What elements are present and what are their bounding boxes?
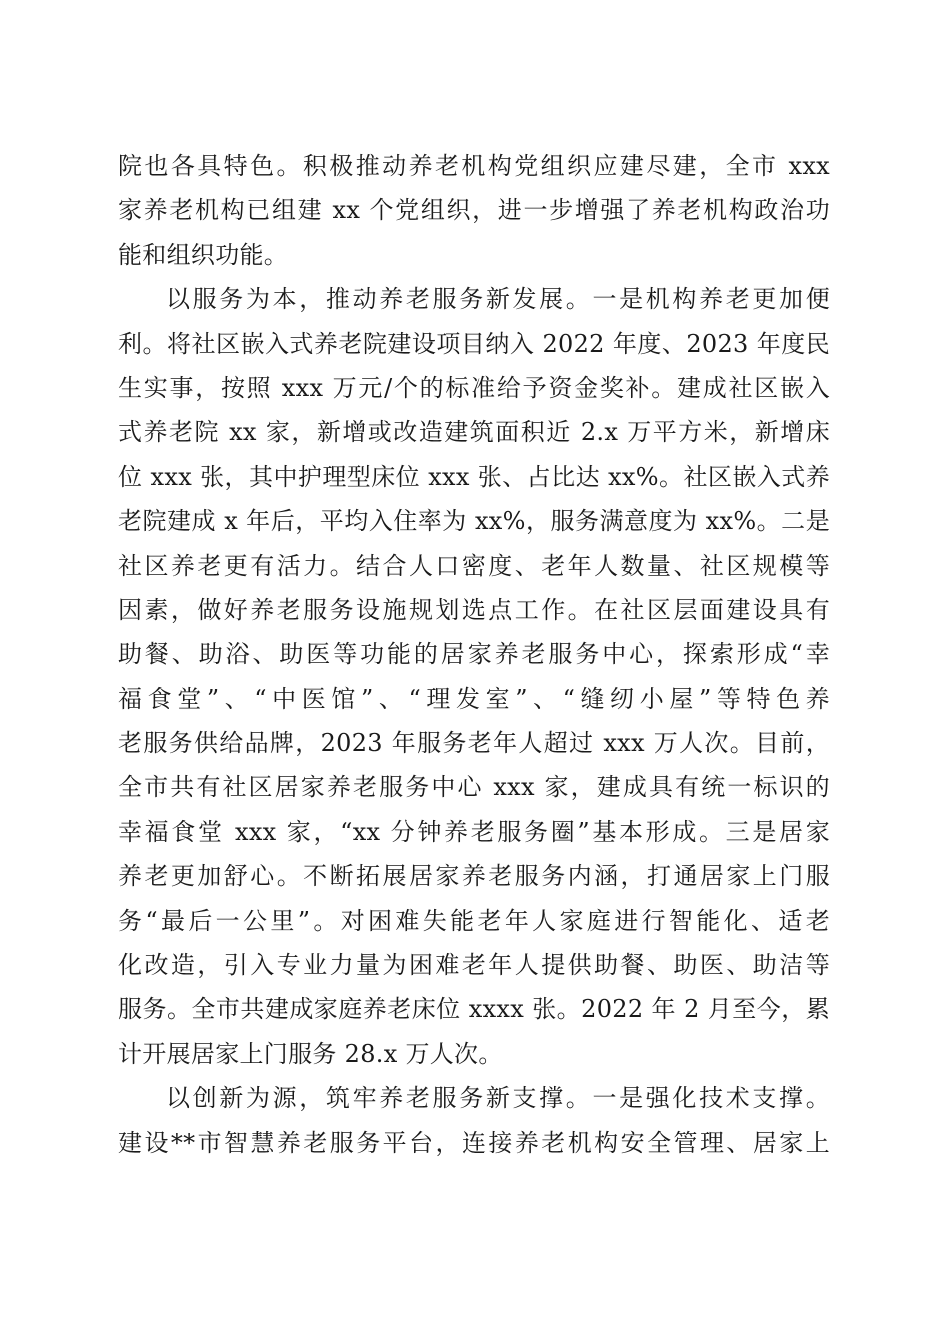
text-line: 全市共有社区居家养老服务中心 xxx 家，建成具有统一标识的 (118, 773, 830, 802)
text-line: 幸福食堂 xxx 家，“xx 分钟养老服务圈”基本形成。三是居家 (118, 817, 830, 846)
text-line: 助餐、助浴、助医等功能的居家养老服务中心，探索形成“幸 (118, 640, 830, 669)
text-line: 家养老机构已组建 xx 个党组织，进一步增强了养老机构政治功 (118, 196, 830, 225)
text-line: 建设**市智慧养老服务平台，连接养老机构安全管理、居家上 (118, 1128, 830, 1157)
text-line: 式养老院 xx 家，新增或改造建筑面积近 2.x 万平方米，新增床 (118, 418, 830, 447)
text-line: 社区养老更有活力。结合人口密度、老年人数量、社区规模等 (118, 551, 830, 580)
text-line: 生实事，按照 xxx 万元/个的标准给予资金奖补。建成社区嵌入 (118, 373, 830, 402)
text-line: 养老更加舒心。不断拓展居家养老服务内涵，打通居家上门服 (118, 862, 830, 891)
text-line: 老院建成 x 年后，平均入住率为 xx%，服务满意度为 xx%。二是 (118, 507, 830, 536)
text-line: 服务。全市共建成家庭养老床位 xxxx 张。2022 年 2 月至今，累 (118, 995, 830, 1024)
body-text (118, 144, 830, 1165)
text-line: 位 xxx 张，其中护理型床位 xxx 张、占比达 xx%。社区嵌入式养 (118, 462, 830, 491)
text-line: 老服务供给品牌，2023 年服务老年人超过 xxx 万人次。目前， (118, 729, 830, 758)
text-line: 福食堂”、“中医馆”、“理发室”、“缝纫小屋”等特色养 (118, 684, 830, 713)
text-line: 化改造，引入专业力量为困难老年人提供助餐、助医、助洁等 (118, 951, 830, 980)
text-line: 利。将社区嵌入式养老院建设项目纳入 2022 年度、2023 年度民 (118, 329, 830, 358)
text-line: 以服务为本，推动养老服务新发展。一是机构养老更加便 (166, 285, 830, 314)
text-line: 计开展居家上门服务 28.x 万人次。 (118, 1039, 503, 1068)
text-line: 以创新为源，筑牢养老服务新支撑。一是强化技术支撑。 (166, 1084, 830, 1113)
text-line: 因素，做好养老服务设施规划选点工作。在社区层面建设具有 (118, 595, 830, 624)
text-line: 院也各具特色。积极推动养老机构党组织应建尽建，全市 xxx (118, 152, 830, 180)
text-line: 能和组织功能。 (118, 240, 289, 269)
text-line: 务“最后一公里”。对困难失能老年人家庭进行智能化、适老 (118, 906, 830, 935)
